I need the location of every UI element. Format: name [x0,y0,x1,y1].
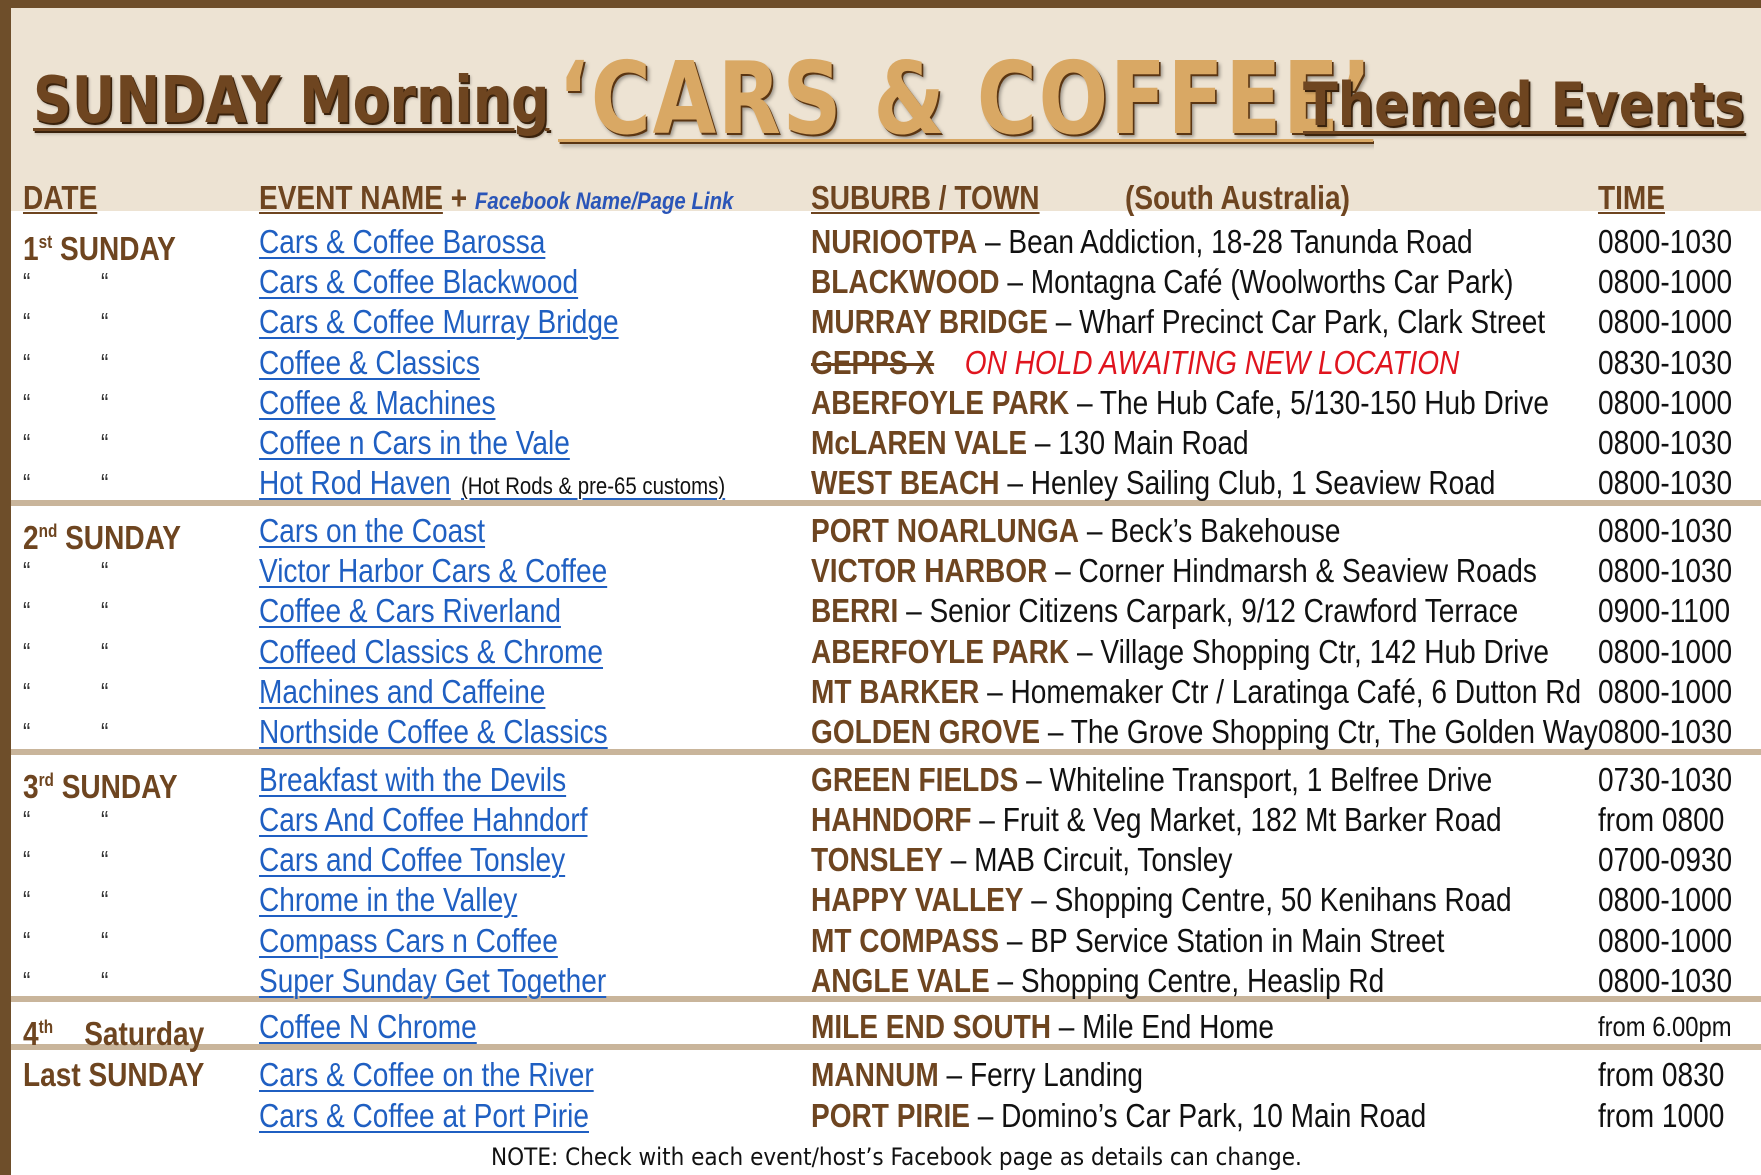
title-center: ‘CARS & COFFEE’ [558,40,1374,157]
suburb-location [811,712,1598,752]
event-time: 0700-0930 [1598,841,1733,878]
date-label-number: 1 [23,230,39,267]
date-label-number: 2 [23,519,39,556]
ditto-mark: “ [23,388,31,418]
date-label-suffix: st [38,232,53,252]
town-name: ANGLE VALE [811,962,990,999]
table-row [11,800,1761,840]
town-name: GOLDEN GROVE [811,713,1041,750]
town-name: ABERFOYLE PARK [811,633,1070,670]
suburb-location [811,1055,1143,1095]
event-link[interactable] [259,383,495,423]
ditto-mark: “ [101,845,109,875]
event-link[interactable] [259,1096,589,1136]
event-name[interactable]: Cars on the Coast [259,512,486,549]
suburb-location [811,463,1495,503]
footnote: NOTE: Check with each event/host’s Facebook page as details can change. [491,1143,1302,1171]
venue-address: – Whiteline Transport, 1 Belfree Drive [1018,761,1493,798]
event-link[interactable] [259,712,608,752]
table-row [11,1007,1761,1052]
date-label-word: Saturday [53,1015,205,1052]
column-header-facebook: Facebook Name/Page Link [474,188,734,215]
ditto-mark: “ [101,468,109,498]
event-link[interactable] [259,1007,477,1047]
event-name[interactable]: Chrome in the Valley [259,881,518,918]
suburb-location [811,840,1232,880]
town-name: BLACKWOOD [811,263,1000,300]
date-label-number: 4 [23,1015,39,1052]
column-header-event [259,179,733,217]
event-note: (Hot Rods & pre-65 customs) [460,473,726,500]
table-row [11,302,1761,342]
ditto-mark: “ [101,348,109,378]
event-time: 0730-1030 [1598,761,1733,798]
ditto-mark: “ [23,717,31,747]
event-time: 0800-1000 [1598,922,1733,959]
suburb-location [811,591,1518,631]
venue-address: – Wharf Precinct Car Park, Clark Street [1047,303,1546,340]
column-header-event-label: EVENT NAME [259,179,443,216]
venue-address: – MAB Circuit, Tonsley [942,841,1233,878]
date-label-word: SUNDAY [52,230,176,267]
ditto-mark: “ [101,637,109,667]
table-row [11,632,1761,672]
column-header-suburb: SUBURB / TOWN [811,179,1040,216]
suburb-location [811,1096,1426,1136]
date-label-word: SUNDAY [53,768,178,805]
suburb-location [811,423,1249,463]
table-row [11,880,1761,920]
event-link[interactable] [259,262,578,302]
venue-address: – The Grove Shopping Ctr, The Golden Way [1040,713,1598,750]
event-link[interactable] [259,672,545,712]
event-link[interactable] [259,632,603,672]
ditto-mark: “ [23,677,31,707]
event-name[interactable]: Breakfast with the Devils [259,761,567,798]
event-link[interactable] [259,511,485,551]
column-header-time: TIME [1598,179,1666,216]
event-time: 0800-1000 [1598,263,1733,300]
venue-address: – Henley Sailing Club, 1 Seaview Road [999,464,1496,501]
town-name: HAHNDORF [811,801,972,838]
event-name[interactable]: Hot Rod Haven [259,464,451,501]
event-link[interactable] [259,423,570,463]
event-time: 0800-1030 [1598,552,1733,589]
suburb-location [811,302,1545,342]
event-time: 0830-1030 [1598,344,1733,381]
suburb-location [811,632,1549,672]
date-label-word: SUNDAY [57,519,181,556]
event-time: 0800-1000 [1598,673,1733,710]
event-time: 0800-1030 [1598,962,1733,999]
column-header-plus: + [450,179,468,216]
venue-address: – Fruit & Veg Market, 182 Mt Barker Road [971,801,1502,838]
column-header-date: DATE [23,179,98,216]
table-row [11,591,1761,631]
event-name[interactable]: Coffee n Cars in the Vale [259,424,570,461]
ditto-mark: “ [101,805,109,835]
event-link[interactable] [259,840,565,880]
town-name: PORT NOARLUNGA [811,512,1080,549]
title-right: Themed Events [1303,70,1745,140]
venue-address: – Senior Citizens Carpark, 9/12 Crawford Terrace [898,592,1519,629]
event-link[interactable] [259,800,587,840]
event-name[interactable]: Coffee & Machines [259,384,496,421]
event-time: 0800-1000 [1598,384,1733,421]
ditto-mark: “ [23,637,31,667]
table-row [11,262,1761,302]
town-name: MT BARKER [811,673,980,710]
town-name: MT COMPASS [811,922,1000,959]
ditto-mark: “ [23,966,31,996]
event-link[interactable] [259,1055,594,1095]
date-label [23,1055,204,1095]
date-label [23,1007,204,1054]
event-link[interactable] [259,880,517,920]
venue-address: – Mile End Home [1050,1008,1274,1045]
ditto-mark: “ [23,468,31,498]
venue-address: – Shopping Centre, 50 Kenihans Road [1023,881,1512,918]
event-name[interactable]: Cars and Coffee Tonsley [259,841,566,878]
table-row [11,760,1761,805]
suburb-location [811,383,1549,423]
town-name: GEPPS X [811,344,935,381]
ditto-mark: “ [23,845,31,875]
table-row [11,921,1761,961]
event-name[interactable]: Northside Coffee & Classics [259,713,608,750]
town-name: BERRI [811,592,899,629]
ditto-mark: “ [23,556,31,586]
town-name: MURRAY BRIDGE [811,303,1048,340]
table-row [11,383,1761,423]
event-time: from 0830 [1598,1056,1725,1093]
town-name: VICTOR HARBOR [811,552,1048,589]
event-link[interactable] [259,222,545,262]
suburb-location [811,1007,1274,1047]
event-time: from 6.00pm [1598,1011,1732,1042]
suburb-location [811,551,1537,591]
table-row [11,551,1761,591]
event-time: from 1000 [1598,1097,1725,1134]
event-name[interactable]: Cars & Coffee Blackwood [259,263,579,300]
venue-address: – Homemaker Ctr / Laratinga Café, 6 Dutton Rd [979,673,1582,710]
event-time: 0800-1000 [1598,303,1733,340]
date-label-suffix: nd [38,521,58,541]
ditto-mark: “ [101,388,109,418]
town-name: MILE END SOUTH [811,1008,1051,1045]
ditto-mark: “ [101,556,109,586]
town-name: WEST BEACH [811,464,1000,501]
column-header-region: (South Australia) [1125,179,1350,216]
table-row [11,840,1761,880]
ditto-mark: “ [23,307,31,337]
table-row [11,423,1761,463]
event-name[interactable]: Coffee N Chrome [259,1008,477,1045]
venue-address: – Montagna Café (Woolworths Car Park) [999,263,1514,300]
event-link[interactable] [259,961,606,1001]
suburb-location [811,961,1384,1001]
town-name: MANNUM [811,1056,939,1093]
venue-address: – Shopping Centre, Heaslip Rd [989,962,1385,999]
on-hold-notice: ON HOLD AWAITING NEW LOCATION [964,344,1460,381]
suburb-location [811,222,1473,262]
event-link[interactable] [259,921,558,961]
event-name[interactable]: Coffee & Cars Riverland [259,592,561,629]
table-row [11,1055,1761,1095]
venue-address: – Domino’s Car Park, 10 Main Road [969,1097,1427,1134]
event-time: 0800-1030 [1598,424,1733,461]
ditto-mark: “ [101,596,109,626]
suburb-location [811,511,1340,551]
town-name: McLAREN VALE [811,424,1028,461]
suburb-location [811,343,1459,383]
suburb-location [811,880,1512,920]
event-time: 0900-1100 [1598,592,1731,629]
ditto-mark: “ [23,885,31,915]
date-label-word: Last SUNDAY [23,1056,205,1093]
ditto-mark: “ [101,885,109,915]
ditto-mark: “ [101,307,109,337]
ditto-mark: “ [101,267,109,297]
ditto-mark: “ [101,926,109,956]
venue-address: – Bean Addiction, 18-28 Tanunda Road [977,223,1473,260]
ditto-mark: “ [23,596,31,626]
event-link[interactable] [259,343,480,383]
town-name: HAPPY VALLEY [811,881,1024,918]
event-time: 0800-1000 [1598,881,1733,918]
date-label-number: 3 [23,768,39,805]
event-name[interactable]: Super Sunday Get Together [259,962,607,999]
table-row [11,463,1761,503]
venue-address: – Beck’s Bakehouse [1079,512,1341,549]
table-row [11,712,1761,752]
ditto-mark: “ [23,267,31,297]
suburb-location [811,262,1513,302]
venue-address: – Village Shopping Ctr, 142 Hub Drive [1069,633,1549,670]
event-time: from 0800 [1598,801,1725,838]
venue-address: – The Hub Cafe, 5/130-150 Hub Drive [1069,384,1549,421]
ditto-mark: “ [23,428,31,458]
venue-address: – Ferry Landing [938,1056,1144,1093]
ditto-mark: “ [101,966,109,996]
ditto-mark: “ [101,677,109,707]
event-name[interactable]: Cars & Coffee Barossa [259,223,546,260]
event-time: 0800-1030 [1598,713,1733,750]
venue-address: – Corner Hindmarsh & Seaview Roads [1047,552,1537,589]
event-name[interactable]: Cars & Coffee at Port Pirie [259,1097,589,1134]
ditto-mark: “ [23,348,31,378]
event-name[interactable]: Cars And Coffee Hahndorf [259,801,588,838]
table-row [11,343,1761,383]
table-row [11,961,1761,1001]
event-link[interactable] [259,551,607,591]
event-link[interactable] [259,760,566,800]
ditto-mark: “ [23,926,31,956]
event-name[interactable]: Compass Cars n Coffee [259,922,558,959]
event-time: 0800-1030 [1598,223,1733,260]
date-label-suffix: rd [38,770,54,790]
town-name: PORT PIRIE [811,1097,970,1134]
ditto-mark: “ [101,717,109,747]
table-row [11,222,1761,267]
date-label-suffix: th [38,1017,54,1037]
events-sheet [11,8,1761,1175]
town-name: ABERFOYLE PARK [811,384,1070,421]
suburb-location [811,760,1492,800]
ditto-mark: “ [101,428,109,458]
event-time: 0800-1000 [1598,633,1733,670]
venue-address: – BP Service Station in Main Street [999,922,1445,959]
suburb-location [811,921,1444,961]
title-left: SUNDAY Morning [33,64,550,138]
table-row [11,511,1761,556]
town-name: TONSLEY [811,841,943,878]
ditto-mark: “ [23,805,31,835]
event-time: 0800-1030 [1598,512,1733,549]
event-time: 0800-1030 [1598,464,1733,501]
event-name[interactable]: Cars & Coffee on the River [259,1056,594,1093]
event-link[interactable] [259,302,619,342]
event-name[interactable]: Coffee & Classics [259,344,480,381]
table-row [11,1096,1761,1136]
town-name: NURIOOTPA [811,223,978,260]
suburb-location [811,672,1581,712]
event-link[interactable] [259,591,561,631]
event-name[interactable]: Coffeed Classics & Chrome [259,633,604,670]
table-row [11,672,1761,712]
event-name[interactable]: Cars & Coffee Murray Bridge [259,303,619,340]
town-name: GREEN FIELDS [811,761,1019,798]
venue-address: – 130 Main Road [1027,424,1249,461]
event-name[interactable]: Victor Harbor Cars & Coffee [259,552,608,589]
event-name[interactable]: Machines and Caffeine [259,673,546,710]
suburb-location [811,800,1502,840]
event-link[interactable] [259,463,725,507]
